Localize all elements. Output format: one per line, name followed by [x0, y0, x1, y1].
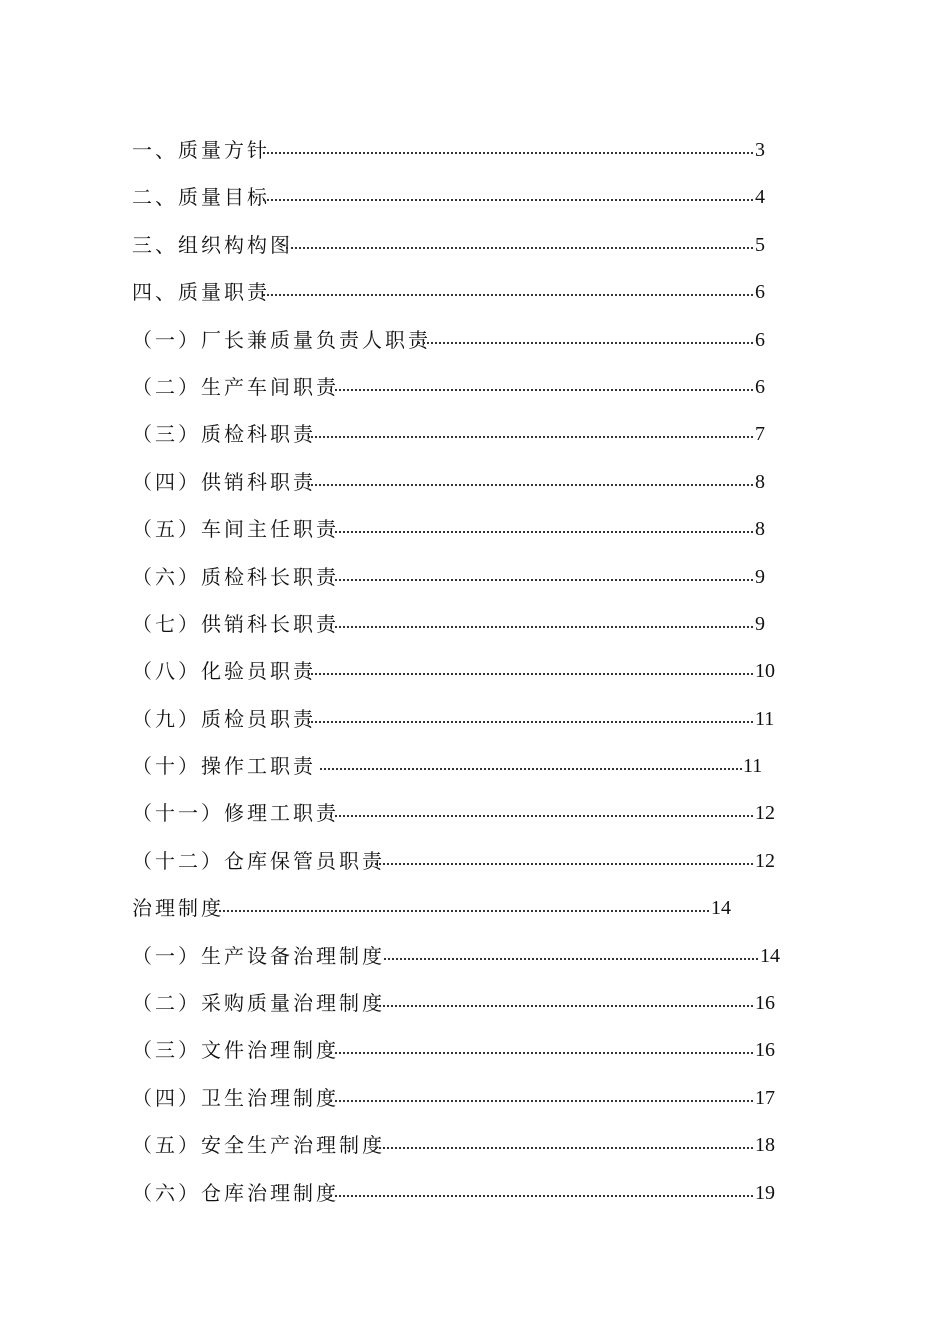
toc-entry[interactable]: [0, 223, 950, 270]
toc-entry-page: 11: [755, 707, 775, 730]
toc-entry[interactable]: [0, 934, 950, 981]
toc-entry-label: （二）生产车间职责: [132, 374, 339, 399]
toc-entry-label: （六）仓库治理制度: [132, 1180, 339, 1205]
toc-leader-dots: [308, 436, 753, 438]
toc-leader-dots: [330, 626, 753, 628]
toc-leader-dots: [308, 721, 753, 723]
toc-entry[interactable]: [0, 1123, 950, 1170]
toc-entry[interactable]: [0, 318, 950, 365]
toc-entry-page: 9: [755, 565, 765, 588]
toc-entry-page: 11: [743, 755, 763, 778]
toc-leader-dots: [384, 958, 758, 960]
toc-entry[interactable]: [0, 555, 950, 602]
toc-entry[interactable]: [0, 412, 950, 459]
toc-entry[interactable]: [0, 886, 950, 933]
toc-leader-dots: [375, 863, 753, 865]
toc-entry-label: （十一）修理工职责: [132, 801, 339, 826]
toc-entry-page: 14: [760, 944, 780, 967]
toc-entry-page: 17: [755, 1086, 775, 1109]
toc-entry-label: （八）化验员职责: [132, 659, 316, 684]
toc-entry-label: （三）文件治理制度: [132, 1038, 339, 1063]
toc-entry-page: 7: [755, 423, 765, 446]
toc-entry-label: （二）采购质量治理制度: [132, 991, 385, 1016]
toc-entry-page: 6: [755, 281, 765, 304]
toc-entry-page: 16: [755, 1039, 775, 1062]
toc-entry-label: （五）安全生产治理制度: [132, 1133, 385, 1158]
toc-entry-page: 16: [755, 992, 775, 1015]
toc-entry-page: 9: [755, 612, 765, 635]
toc-leader-dots: [263, 294, 753, 296]
toc-entry-label: 二、质量目标: [132, 185, 270, 210]
toc-entry-page: 12: [755, 849, 775, 872]
toc-entry-page: 6: [755, 375, 765, 398]
toc-leader-dots: [286, 247, 753, 249]
toc-leader-dots: [375, 1147, 753, 1149]
toc-entry-page: 12: [755, 802, 775, 825]
toc-entry-page: 3: [755, 139, 765, 161]
toc-entry[interactable]: [0, 744, 950, 791]
toc-leader-dots: [330, 531, 753, 533]
toc-entry[interactable]: [0, 128, 950, 175]
toc-entry[interactable]: [0, 1028, 950, 1075]
toc-entry-page: 8: [755, 470, 765, 493]
toc-entry-page: 8: [755, 518, 765, 541]
toc-entry-label: （一）生产设备治理制度: [132, 943, 385, 968]
toc-entry-page: 18: [755, 1134, 775, 1157]
toc-entry-page: 19: [755, 1181, 775, 1204]
toc-entry[interactable]: [0, 981, 950, 1028]
toc-leader-dots: [320, 768, 742, 770]
toc-entry-label: （四）卫生治理制度: [132, 1085, 339, 1110]
toc-entry[interactable]: [0, 697, 950, 744]
toc-entry-label: 三、组织构构图: [132, 232, 293, 257]
toc-entry[interactable]: [0, 365, 950, 412]
toc-entry[interactable]: [0, 602, 950, 649]
toc-entry[interactable]: [0, 175, 950, 222]
toc-leader-dots: [263, 152, 753, 154]
toc-leader-dots: [330, 579, 753, 581]
toc-entry-page: 6: [755, 328, 765, 351]
toc-leader-dots: [219, 910, 709, 912]
toc-entry[interactable]: [0, 507, 950, 554]
toc-entry-label: 治理制度: [132, 896, 224, 921]
toc-entry-label: （五）车间主任职责: [132, 517, 339, 542]
toc-entry-page: 5: [755, 233, 765, 256]
toc-entry[interactable]: [0, 1171, 950, 1218]
toc-entry-label: （三）质检科职责: [132, 422, 316, 447]
toc-entry-page: 4: [755, 186, 765, 209]
toc-entry-label: （九）质检员职责: [132, 706, 316, 731]
toc-entry-label: 四、质量职责: [132, 280, 270, 305]
toc-entry[interactable]: [0, 1076, 950, 1123]
toc-entry[interactable]: [0, 839, 950, 886]
toc-entry-label: （四）供销科职责: [132, 469, 316, 494]
toc-entry-page: 14: [711, 897, 731, 920]
toc-leader-dots: [263, 199, 753, 201]
toc-leader-dots: [330, 389, 753, 391]
toc-leader-dots: [375, 1005, 753, 1007]
toc-leader-dots: [418, 342, 753, 344]
toc-entry[interactable]: [0, 649, 950, 696]
toc-entry-label: （十）操作工职责: [132, 754, 316, 779]
toc-entry-label: （七）供销科长职责: [132, 611, 339, 636]
toc-entry[interactable]: [0, 791, 950, 838]
toc-entry-label: （十二）仓库保管员职责: [132, 848, 385, 873]
toc-leader-dots: [330, 1052, 753, 1054]
toc-leader-dots: [330, 815, 753, 817]
toc-entry-label: （六）质检科长职责: [132, 564, 339, 589]
table-of-contents: [0, 128, 950, 1218]
toc-leader-dots: [330, 1195, 753, 1197]
toc-leader-dots: [330, 1100, 753, 1102]
toc-leader-dots: [308, 673, 753, 675]
toc-entry-page: 10: [755, 660, 775, 683]
toc-leader-dots: [308, 484, 753, 486]
toc-entry[interactable]: [0, 270, 950, 317]
toc-entry-label: （一）厂长兼质量负责人职责: [132, 327, 431, 352]
toc-entry[interactable]: [0, 460, 950, 507]
toc-entry-label: 一、质量方针: [132, 138, 270, 162]
